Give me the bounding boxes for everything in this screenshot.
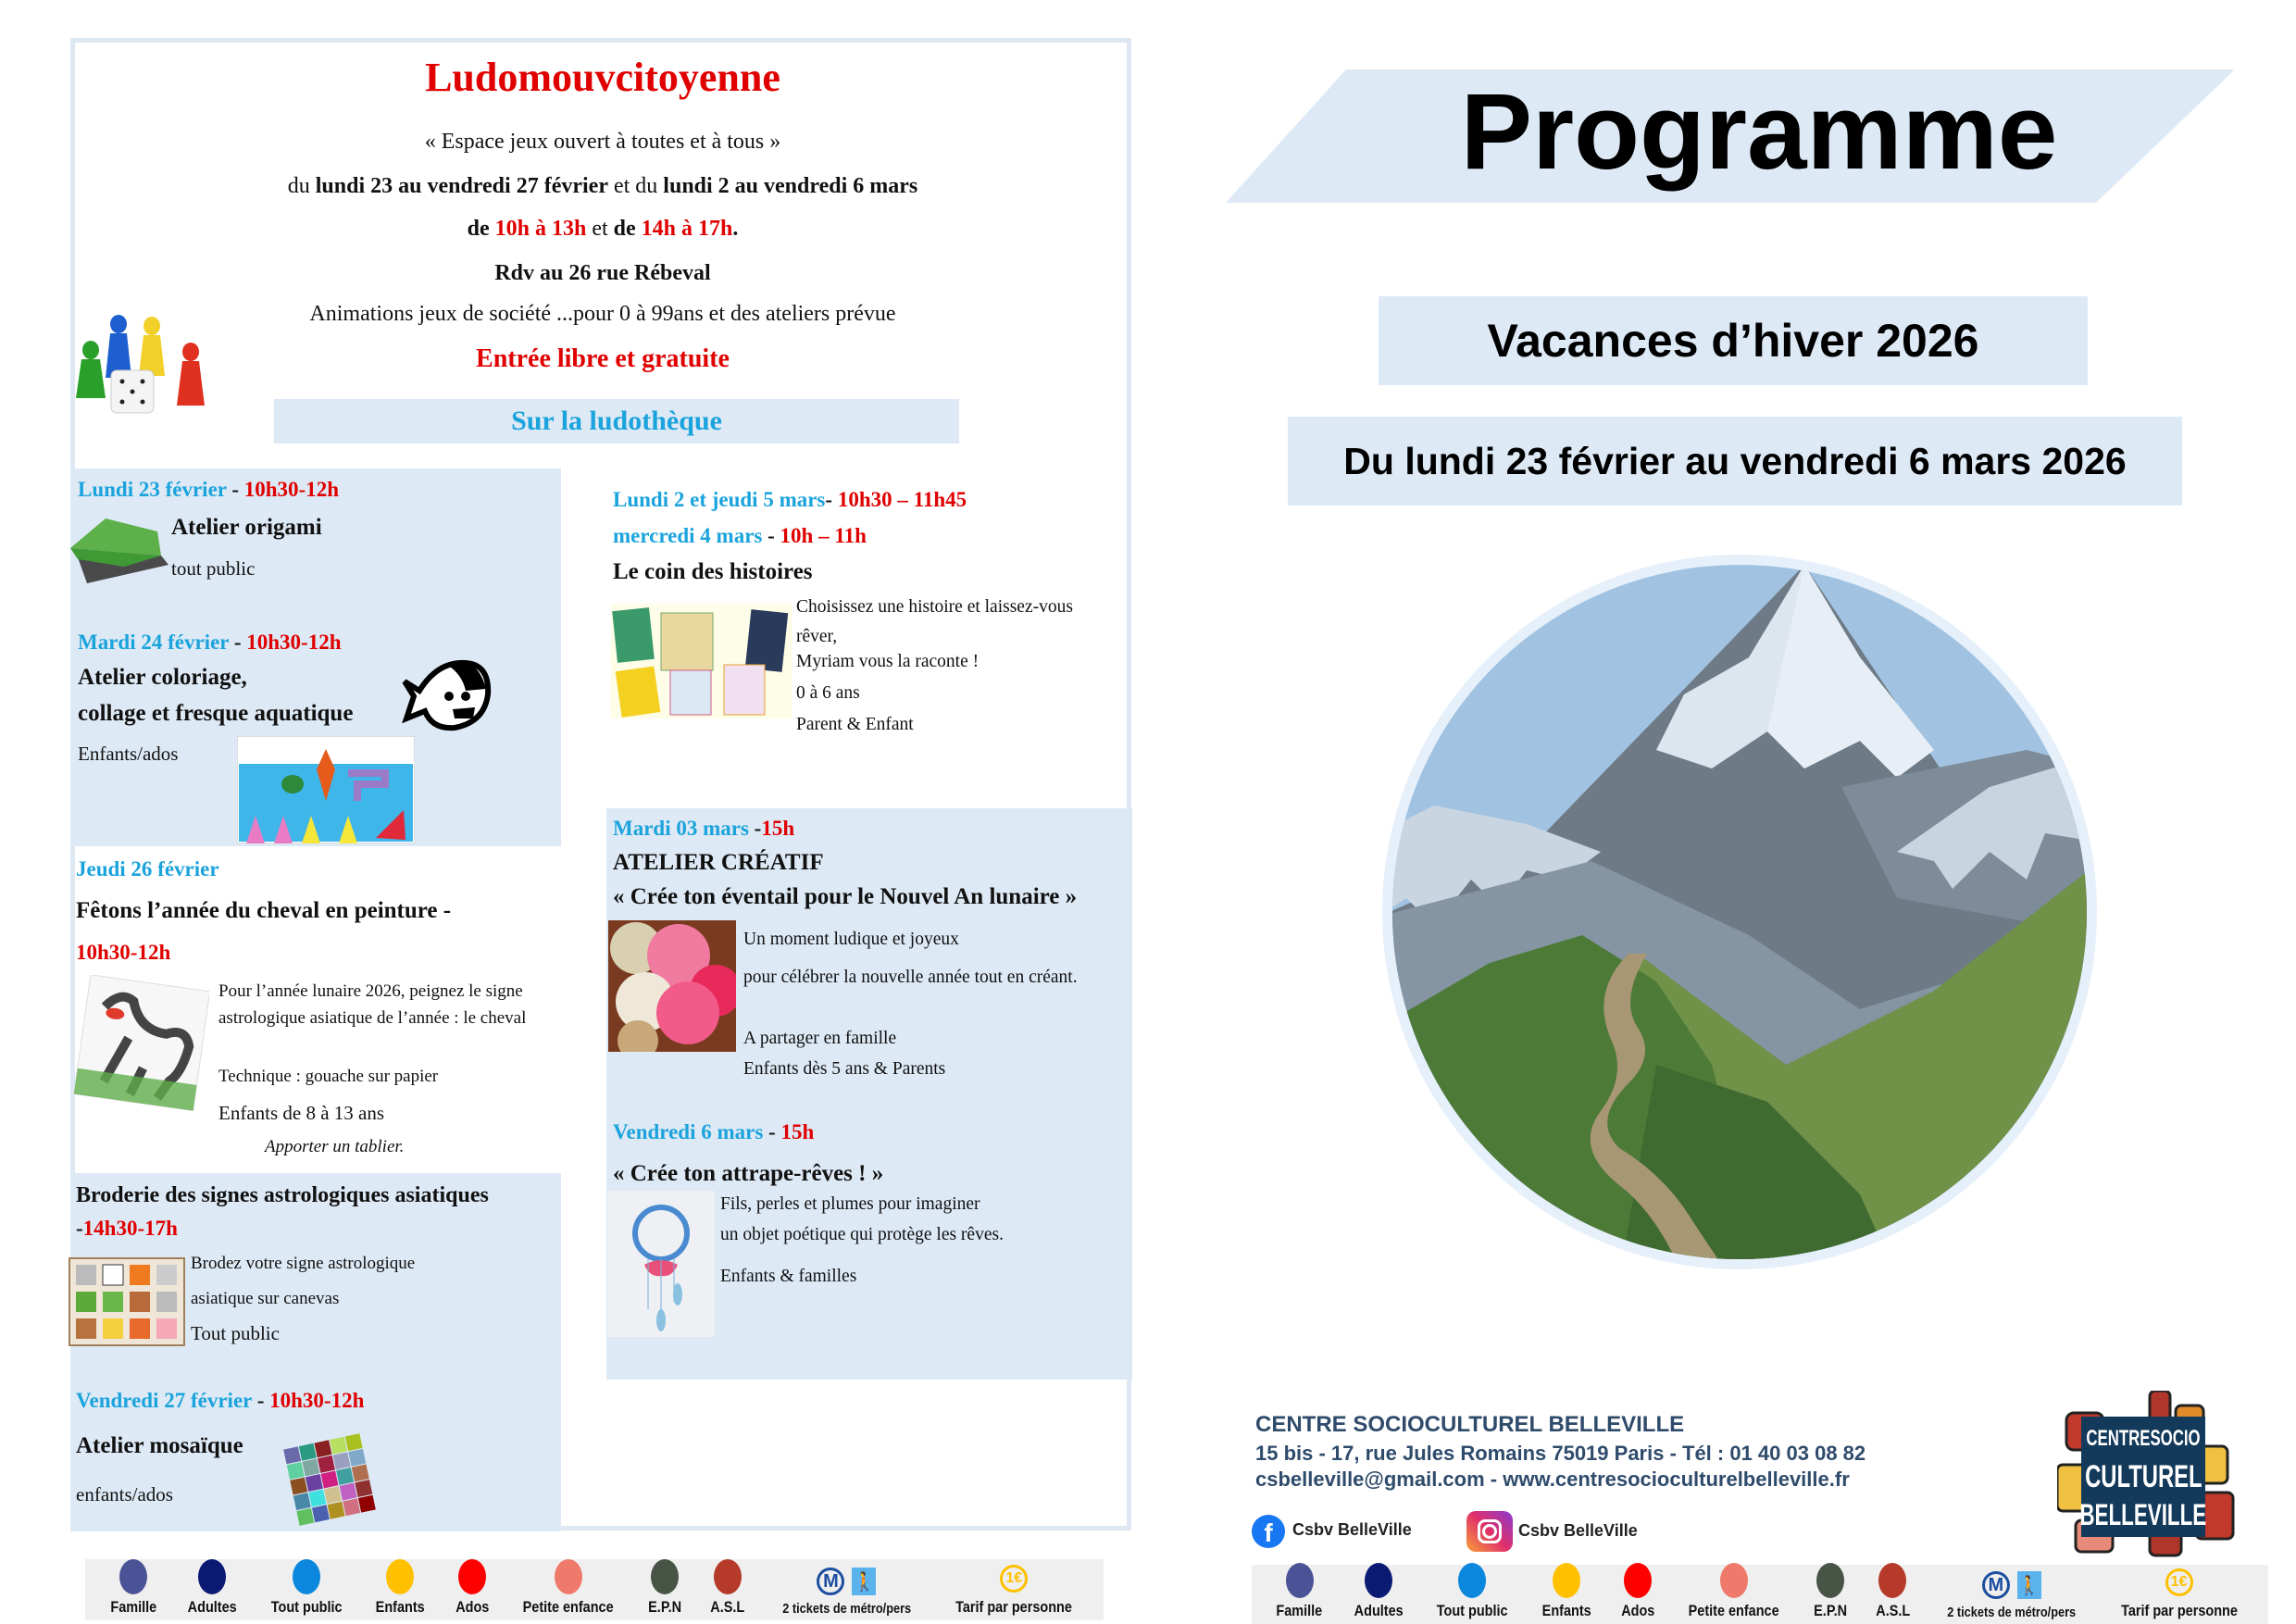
origami-frog-icon xyxy=(69,511,168,585)
mosaic-tile xyxy=(312,1505,330,1522)
legend-left xyxy=(85,1559,1104,1620)
legend-item xyxy=(453,1559,493,1617)
dreamcatcher-image xyxy=(607,1191,715,1337)
mosaic-tile xyxy=(302,1458,319,1476)
legend-color-dot-icon xyxy=(1816,1563,1844,1598)
mosaic-tile xyxy=(308,1490,326,1507)
mosaic-tile xyxy=(330,1437,347,1455)
text: de xyxy=(613,217,642,241)
euro-coin-icon: 1€ xyxy=(1000,1565,1028,1593)
legend-label: Tarif par personne xyxy=(955,1598,1073,1616)
legend-color-dot-icon xyxy=(293,1559,320,1594)
mosaic-tile xyxy=(328,1502,345,1519)
legend-color-dot-icon xyxy=(198,1559,226,1594)
org-name: CENTRE SOCIOCULTUREL BELLEVILLE xyxy=(1255,1412,1685,1437)
text: et du xyxy=(607,174,664,198)
metro-icon: M xyxy=(817,1568,844,1595)
date: mercredi 4 mars xyxy=(613,524,763,547)
instagram-icon[interactable] xyxy=(1466,1511,1513,1552)
legend-item xyxy=(1618,1563,1658,1620)
legend-label: A.S.L xyxy=(710,1598,745,1616)
mosaic-tile xyxy=(318,1455,335,1473)
legend-item xyxy=(183,1559,241,1617)
legend-item xyxy=(1538,1563,1595,1620)
legend-color-dot-icon xyxy=(386,1559,414,1594)
legend-color-dot-icon xyxy=(1720,1563,1748,1598)
legend-label: Tout public xyxy=(270,1598,343,1616)
legend-label: Famille xyxy=(109,1598,156,1616)
legend-label: Tout public xyxy=(1437,1602,1508,1619)
time: 10h30-12h xyxy=(269,1389,365,1412)
legend-label: Adultes xyxy=(187,1598,237,1616)
mosaic-tile xyxy=(293,1493,311,1510)
legend-color-dot-icon xyxy=(714,1559,742,1594)
date: Mardi 03 mars xyxy=(613,817,749,840)
org-contact[interactable]: csbelleville@gmail.com - www.centresocioculturelbelleville.fr xyxy=(1255,1468,1850,1491)
mosaic-tile xyxy=(333,1452,351,1469)
facebook-icon[interactable]: f xyxy=(1252,1515,1285,1548)
mosaic-tile xyxy=(296,1508,314,1526)
sep: - xyxy=(229,631,247,654)
logo-line: CENTRESOCIO xyxy=(2086,1426,2201,1451)
legend-item xyxy=(1811,1563,1850,1620)
event-histoires-title: Le coin des histoires xyxy=(613,559,813,584)
mosaic-tile xyxy=(352,1464,369,1481)
mosaic-tile xyxy=(283,1446,301,1464)
event-histoires-line2: Myriam vous la raconte ! xyxy=(796,652,980,671)
sep: - xyxy=(748,817,762,840)
event-histoires-date2 xyxy=(613,524,867,548)
sep: - xyxy=(763,1120,781,1143)
ludotheque-banner: Sur la ludothèque xyxy=(274,399,959,443)
legend-label: Adultes xyxy=(1354,1602,1404,1619)
text: du xyxy=(287,174,316,198)
event-mosaique-public: enfants/ados xyxy=(76,1483,173,1505)
logo-text-block xyxy=(2081,1417,2205,1537)
hours-afternoon: 14h à 17h xyxy=(641,217,733,241)
euro-coin-icon: 1€ xyxy=(2165,1568,2193,1596)
event-cheval-technique: Technique : gouache sur papier xyxy=(218,1067,439,1086)
event-cheval-title: Fêtons l’année du cheval en peinture - xyxy=(76,898,452,923)
event-origami-date xyxy=(78,478,339,502)
time: 10h – 11h xyxy=(780,524,867,547)
event-cheval-time: 10h30-12h xyxy=(76,941,171,964)
ludo-title: Ludomouvcitoyenne xyxy=(425,55,780,100)
legend-item xyxy=(106,1559,161,1617)
mosaic-tile xyxy=(345,1433,363,1451)
legend-item xyxy=(1272,1563,1327,1620)
legend-color-dot-icon xyxy=(1553,1563,1580,1598)
event-eventail-line3: A partager en famille xyxy=(743,1029,897,1048)
ludo-animations: Animations jeux de société ...pour 0 à 99ans et des ateliers prévue xyxy=(309,302,896,326)
event-histoires-age: 0 à 6 ans xyxy=(796,683,860,703)
date: Vendredi 6 mars xyxy=(613,1120,764,1143)
event-histoires-public: Parent & Enfant xyxy=(796,715,914,734)
legend-label: E.P.N xyxy=(647,1598,681,1616)
centre-logo xyxy=(2057,1391,2237,1557)
event-origami-title: Atelier origami xyxy=(171,515,322,540)
mosaic-tile xyxy=(324,1486,342,1504)
mosaic-tile xyxy=(287,1462,305,1480)
mosaic-tile xyxy=(358,1495,376,1513)
time: 10h30-12h xyxy=(243,478,339,501)
date: Vendredi 27 février xyxy=(76,1389,252,1412)
ludo-rdv: Rdv au 26 rue Rébeval xyxy=(494,261,711,285)
legend-label: Ados xyxy=(1621,1602,1655,1619)
event-eventail-date xyxy=(613,817,794,841)
legend-item xyxy=(1680,1563,1787,1620)
legend-label: Enfants xyxy=(1541,1602,1591,1619)
event-histoires-date1 xyxy=(613,488,967,512)
season-banner: Vacances d’hiver 2026 xyxy=(1379,296,2088,385)
story-books-image xyxy=(611,604,792,718)
date: Lundi 23 février xyxy=(78,478,227,501)
sep: - xyxy=(226,478,244,501)
legend-color-dot-icon xyxy=(1878,1563,1906,1598)
facebook-handle[interactable]: Csbv BelleVille xyxy=(1292,1520,1412,1539)
mosaic-tile xyxy=(343,1498,360,1516)
legend-item xyxy=(707,1559,747,1617)
zodiac-embroidery-image xyxy=(69,1257,185,1346)
event-eventail-public: Enfants dès 5 ans & Parents xyxy=(743,1059,946,1079)
game-pieces-icon xyxy=(70,306,218,417)
sep: - xyxy=(825,488,838,511)
event-coloriage-public: Enfants/ados xyxy=(78,743,179,765)
legend-color-dot-icon xyxy=(458,1559,486,1594)
sep: - xyxy=(762,524,780,547)
legend-color-dot-icon xyxy=(119,1559,147,1594)
event-broderie-line1: Brodez votre signe astrologique xyxy=(191,1254,416,1273)
event-attrape-line1: Fils, perles et plumes pour imaginer xyxy=(720,1194,980,1214)
date-range-1: lundi 23 au vendredi 27 février xyxy=(315,174,608,198)
mountain-landscape-image xyxy=(1379,546,2101,1278)
legend-label: Tarif par personne xyxy=(2120,1602,2238,1619)
hours-morning: 10h à 13h xyxy=(494,217,587,241)
sep: - xyxy=(251,1389,270,1412)
programme-title: Programme xyxy=(1460,71,2058,192)
date-range-2: lundi 2 au vendredi 6 mars xyxy=(663,174,918,198)
legend-label: Petite enfance xyxy=(1689,1602,1779,1619)
legend-label: E.P.N xyxy=(1813,1602,1847,1619)
event-eventail-title2: « Crée ton éventail pour le Nouvel An lunaire » xyxy=(613,884,1078,909)
mosaic-tile xyxy=(290,1478,307,1495)
legend-label: Petite enfance xyxy=(523,1598,615,1616)
event-broderie-public: Tout public xyxy=(191,1322,280,1344)
time: 15h xyxy=(761,817,795,840)
time: 10h30 – 11h45 xyxy=(837,488,967,511)
event-cheval-desc: Pour l’année lunaire 2026, peignez le signe astrologique asiatique de l’année : le cheval xyxy=(218,981,527,1028)
legend-label: 2 tickets de métro/pers xyxy=(782,1601,911,1617)
legend-item xyxy=(371,1559,429,1617)
mosaic-tile xyxy=(340,1483,357,1501)
mosaic-tile xyxy=(348,1449,366,1467)
mosaic-tile xyxy=(355,1480,372,1497)
event-eventail-line1: Un moment ludique et joyeux xyxy=(743,930,959,949)
period-banner: Du lundi 23 février au vendredi 6 mars 2026 xyxy=(1288,417,2182,506)
date: Lundi 2 et jeudi 5 mars xyxy=(613,488,826,511)
event-attrape-date xyxy=(613,1120,814,1144)
time: 10h30-12h xyxy=(246,631,342,654)
event-eventail-title1: ATELIER CRÉATIF xyxy=(613,850,824,875)
ludo-subtitle: « Espace jeux ouvert à toutes et à tous » xyxy=(424,130,781,154)
time: 14h30-17h xyxy=(82,1217,178,1240)
walking-icon: 🚶 xyxy=(852,1568,876,1595)
event-attrape-title: « Crée ton attrape-rêves ! » xyxy=(613,1161,884,1186)
event-mosaique-title: Atelier mosaïque xyxy=(76,1433,243,1458)
legend-label: 2 tickets de métro/pers xyxy=(1947,1605,2077,1620)
legend-item-tarif xyxy=(945,1565,1082,1617)
event-attrape-public: Enfants & familles xyxy=(720,1267,857,1286)
event-attrape-line2: un objet poétique qui protège les rêves. xyxy=(720,1225,1004,1244)
walking-icon: 🚶 xyxy=(2017,1571,2041,1599)
event-coloriage-title2: collage et fresque aquatique xyxy=(78,701,354,726)
legend-label: Famille xyxy=(1276,1602,1323,1619)
event-coloriage-date xyxy=(78,631,342,655)
event-coloriage-title1: Atelier coloriage, xyxy=(78,665,247,690)
instagram-handle[interactable]: Csbv BelleVille xyxy=(1518,1521,1638,1540)
org-address: 15 bis - 17, rue Jules Romains 75019 Paris - Tél : 01 40 03 08 82 xyxy=(1255,1442,1866,1465)
legend-color-dot-icon xyxy=(1286,1563,1314,1598)
legend-item xyxy=(515,1559,621,1617)
legend-label: Ados xyxy=(455,1598,490,1616)
legend-color-dot-icon xyxy=(1624,1563,1652,1598)
event-origami-public: tout public xyxy=(171,557,256,580)
legend-item xyxy=(1430,1563,1514,1620)
event-cheval-public: Enfants de 8 à 13 ans xyxy=(218,1102,385,1124)
legend-label: A.S.L xyxy=(1876,1602,1910,1619)
event-broderie-line2: asiatique sur canevas xyxy=(191,1289,340,1308)
metro-icon: M xyxy=(1982,1571,2010,1599)
legend-color-dot-icon xyxy=(1365,1563,1392,1598)
logo-line: CULTUREL xyxy=(2084,1459,2202,1494)
mosaic-tile xyxy=(306,1474,323,1492)
text: et xyxy=(586,217,614,241)
event-broderie-title: Broderie des signes astrologiques asiatiques xyxy=(76,1183,489,1207)
mosaic-image xyxy=(281,1431,378,1528)
time: 15h xyxy=(780,1120,815,1143)
legend-item xyxy=(1873,1563,1913,1620)
legend-color-dot-icon xyxy=(651,1559,679,1594)
mosaic-tile xyxy=(314,1440,331,1457)
legend-right xyxy=(1252,1565,2268,1624)
logo-line: BELLEVILLE xyxy=(2079,1498,2207,1531)
legend-item-metro xyxy=(771,1568,922,1617)
fish-icon xyxy=(401,654,493,733)
event-histoires-line1: Choisissez une histoire et laissez-vous rêver, xyxy=(796,597,1073,646)
ludo-hours xyxy=(70,215,1135,244)
paper-fans-image xyxy=(608,920,736,1052)
mosaic-tile xyxy=(321,1471,339,1489)
ludo-dates xyxy=(70,172,1135,201)
legend-color-dot-icon xyxy=(1458,1563,1486,1598)
legend-label: Enfants xyxy=(375,1598,425,1616)
legend-item xyxy=(645,1559,684,1617)
legend-color-dot-icon xyxy=(555,1559,582,1594)
date: Mardi 24 février xyxy=(78,631,230,654)
event-cheval-date: Jeudi 26 février xyxy=(76,857,219,881)
legend-item-tarif xyxy=(2111,1568,2248,1620)
event-eventail-line2: pour célébrer la nouvelle année tout en créant. xyxy=(743,968,1078,987)
horse-painting-image xyxy=(72,975,209,1114)
aquatic-fresco-image xyxy=(237,736,415,843)
text: . xyxy=(732,217,739,241)
mosaic-tile xyxy=(336,1468,354,1485)
event-broderie-time xyxy=(76,1217,178,1241)
ludo-entry: Entrée libre et gratuite xyxy=(476,344,730,373)
mosaic-tile xyxy=(299,1443,317,1461)
legend-item xyxy=(265,1559,348,1617)
text: de xyxy=(467,217,495,241)
legend-item-metro xyxy=(1936,1571,2087,1620)
event-mosaique-date xyxy=(76,1389,364,1413)
legend-item xyxy=(1350,1563,1407,1620)
event-cheval-note: Apporter un tablier. xyxy=(265,1137,405,1156)
sep: - xyxy=(76,1217,83,1240)
